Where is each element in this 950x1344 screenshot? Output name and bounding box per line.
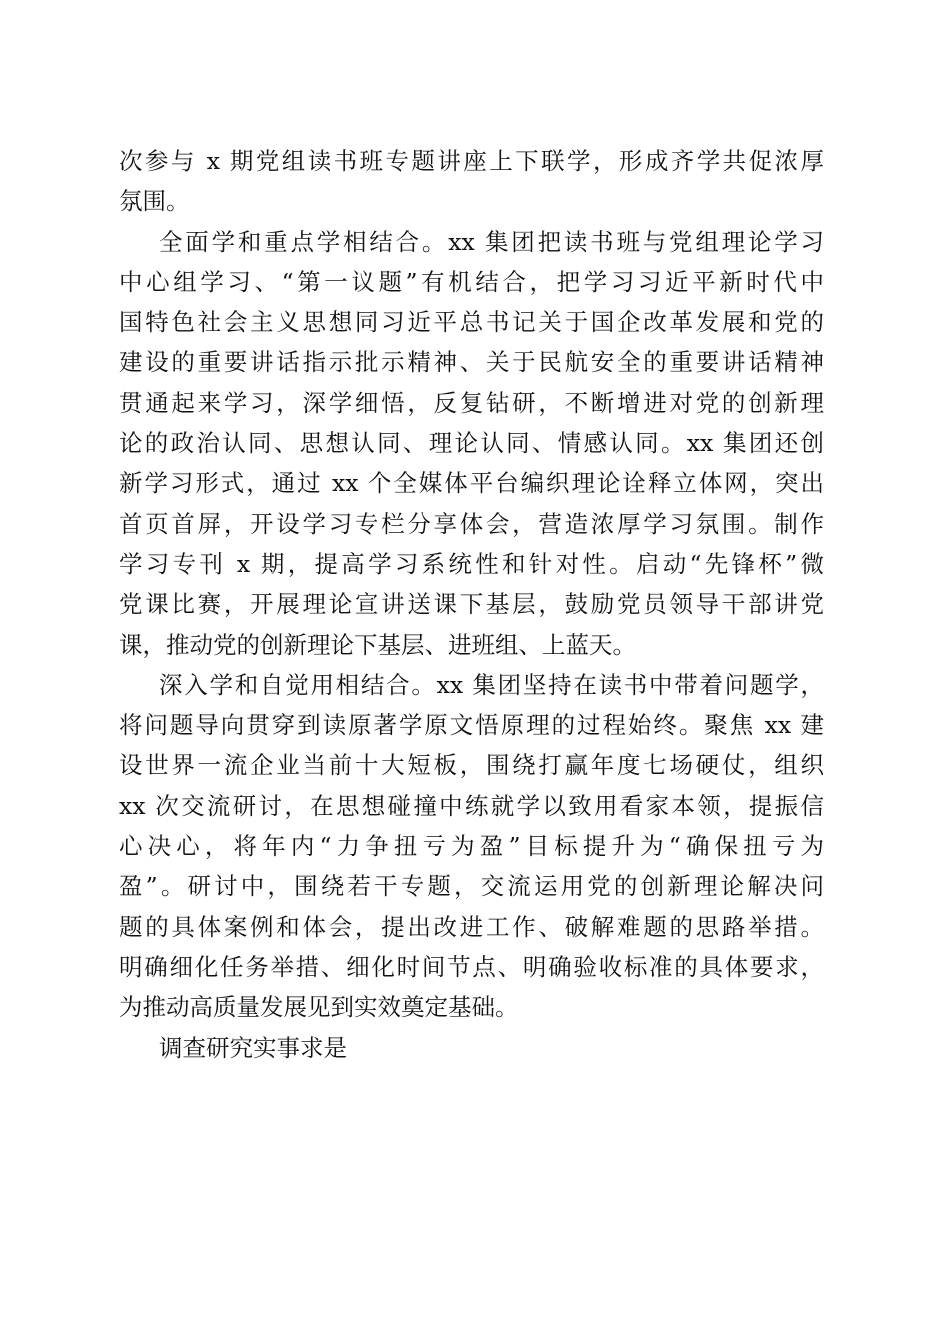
text-line: 盈”。研讨中，围绕若干专题，交流运用党的创新理论解决问 [119,872,824,901]
paragraph-2 [119,222,824,665]
text-line: 明确细化任务举措、细化时间节点、明确验收标准的具体要求， [119,952,824,981]
text-line: 中心组学习、“第一议题”有机结合，把学习习近平新时代中 [119,267,824,296]
text-line: xx 次交流研讨，在思想碰撞中练就学以致用看家本领，提振信 [119,791,824,820]
text-line: 题的具体案例和体会，提出改进工作、破解难题的思路举措。 [119,912,824,941]
paragraph-heading-line: 全面学和重点学相结合。xx 集团把读书班与党组理论学习 [159,227,824,256]
text-line: 设世界一流企业当前十大短板，围绕打赢年度七场硬仗，组织 [119,751,824,780]
section-heading: 调查研究实事求是 [159,1033,347,1062]
text-line: 心决心，将年内“力争扭亏为盈”目标提升为“确保扭亏为 [119,832,824,861]
text-line: 学习专刊 x 期，提高学习系统性和针对性。启动“先锋杯”微 [119,549,824,578]
text-line: 为推动高质量发展见到实效奠定基础。 [119,993,519,1022]
text-line: 论的政治认同、思想认同、理论认同、情感认同。xx 集团还创 [119,429,824,458]
text-line: 建设的重要讲话指示批示精神、关于民航安全的重要讲话精神 [119,348,824,377]
document-page [119,141,824,1068]
text-line: 次参与 x 期党组读书班专题讲座上下联学，形成齐学共促浓厚 [119,147,824,175]
text-line: 党课比赛，开展理论宣讲送课下基层，鼓励党员领导干部讲党 [119,590,824,619]
paragraph-3 [119,665,824,1028]
text-line: 新学习形式，通过 xx 个全媒体平台编织理论诠释立体网，突出 [119,469,824,498]
paragraph-4 [119,1028,824,1068]
text-line: 贯通起来学习，深学细悟，反复钻研，不断增进对党的创新理 [119,388,824,417]
paragraph-1 [119,141,824,222]
paragraph-heading-line: 深入学和自觉用相结合。xx 集团坚持在读书中带着问题学， [159,670,824,699]
text-line: 课，推动党的创新理论下基层、进班组、上蓝天。 [119,630,636,659]
text-line: 将问题导向贯穿到读原著学原文悟原理的过程始终。聚焦 xx 建 [119,711,824,740]
text-line: 国特色社会主义思想同习近平总书记关于国企改革发展和党的 [119,308,824,337]
text-line: 氛围。 [119,187,190,216]
text-line: 首页首屏，开设学习专栏分享体会，营造浓厚学习氛围。制作 [119,509,824,538]
